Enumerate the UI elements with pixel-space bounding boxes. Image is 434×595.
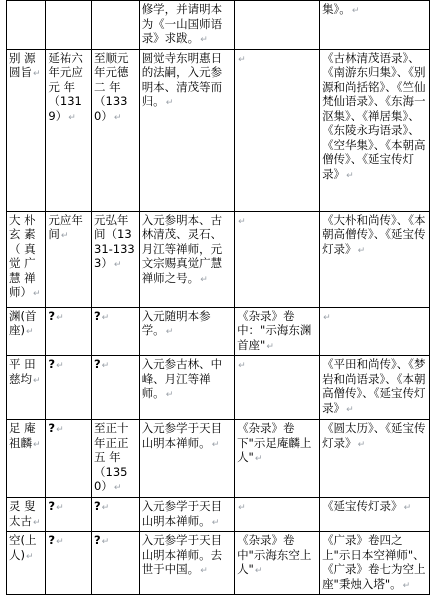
table-row (7, 49, 430, 211)
cell-activity: 修学，并请明本为《一山国师语录》求跋。↵ (139, 1, 234, 50)
cell-start-year: ?↵ (46, 498, 92, 532)
cell-zalu: ↵ (235, 211, 320, 307)
cell-start-year: ?↵ (46, 307, 92, 356)
cell-sources: 集》。↵ (320, 1, 430, 50)
table-row (7, 420, 430, 498)
cell-start-year: 延祐六年元应元 年（1319）↵ (46, 49, 92, 211)
cell-start-year: ?↵ (46, 356, 92, 420)
cell-sources: 《延宝传灯录》↵ (320, 498, 430, 532)
monk-records-table (6, 0, 430, 595)
cell-sources: ↵ (320, 307, 430, 356)
cell-end-year: ?↵ (92, 498, 140, 532)
cell-start-year (46, 1, 92, 50)
cell-zalu: 《杂录》卷下"示足庵麟上人"↵ (235, 420, 320, 498)
cell-start-year: ?↵ (46, 532, 92, 595)
cell-end-year: ?↵ (92, 307, 140, 356)
cell-zalu: ↵ (235, 356, 320, 420)
cell-activity: 圆觉寺东明惠日的法嗣，入元参明本、清茂等而归。↵ (139, 49, 234, 211)
cell-sources: 《广录》卷四之上"示日本空禅师"、《广录》卷七为空上座"秉烛入塔"。↵ (320, 532, 430, 595)
cell-end-year: ?↵ (92, 532, 140, 595)
table-row (7, 532, 430, 595)
cell-activity: 入元随明本参学。↵ (139, 307, 234, 356)
table-row (7, 211, 430, 307)
cell-activity: 入元参学于天目山明本禅师。↵ (139, 498, 234, 532)
cell-end-year: 至顺元年元德二 年（1330）↵ (92, 49, 140, 211)
document-table-wrapper (6, 0, 430, 595)
cell-sources: 《大朴和尚传》、《本朝高僧传》、《延宝传灯录》↵ (320, 211, 430, 307)
cell-sources: 《圆太历》、《延宝传灯录》↵ (320, 420, 430, 498)
cell-sources: 《古林清茂语录》、《南游东归集》、《别源和尚括铭》、《竺仙梵仙语录》、《东海一沤集》、《禅居集》、《东陵永玙语录》、《空华集》、《本朝高僧传》、《延宝传灯录》↵ (320, 49, 430, 211)
table-row (7, 356, 430, 420)
cell-end-year: ?↵ (92, 356, 140, 420)
cell-sources: 《平田和尚传》、《梦岩和尚语录》、《本朝高僧传》、《延宝传灯录》↵ (320, 356, 430, 420)
cell-name: 别 源 圆旨↵ (7, 49, 46, 211)
cell-activity: 入元参学于天目山明本禅师。↵ (139, 420, 234, 498)
cell-name: 灵 叟 太古↵ (7, 498, 46, 532)
cell-name: 平 田 慈均↵ (7, 356, 46, 420)
table-row (7, 1, 430, 50)
cell-activity: 入元参学于天目山明本禅师。去世于中国。↵ (139, 532, 234, 595)
cell-end-year: 至正十年正正五 年（1350）↵ (92, 420, 140, 498)
cell-end-year (92, 1, 140, 50)
cell-zalu: ↵ (235, 49, 320, 211)
table-row (7, 307, 430, 356)
cell-zalu: ↵ (235, 498, 320, 532)
cell-activity: 入元参古林、中峰、月江等禅师。↵ (139, 356, 234, 420)
cell-name: 渊(首座)↵ (7, 307, 46, 356)
cell-zalu (235, 1, 320, 50)
cell-end-year: 元弘年间（1331-1333）↵ (92, 211, 140, 307)
cell-zalu: 《杂录》卷中"示海东空上人"↵ (235, 532, 320, 595)
table-row (7, 498, 430, 532)
cell-name: 足 庵 祖麟↵ (7, 420, 46, 498)
cell-start-year: 元应年间↵ (46, 211, 92, 307)
cell-name: 大 朴 玄 素 （ 真 觉 广 慧 禅 师）↵ (7, 211, 46, 307)
cell-name (7, 1, 46, 50)
cell-name: 空(上人)↵ (7, 532, 46, 595)
cell-activity: 入元参明本、古林清茂、灵石、月江等禅师，元文宗赐真觉广慧禅师之号。↵ (139, 211, 234, 307)
cell-start-year: ?↵ (46, 420, 92, 498)
cell-zalu: 《杂录》卷中："示海东渊首座"↵ (235, 307, 320, 356)
